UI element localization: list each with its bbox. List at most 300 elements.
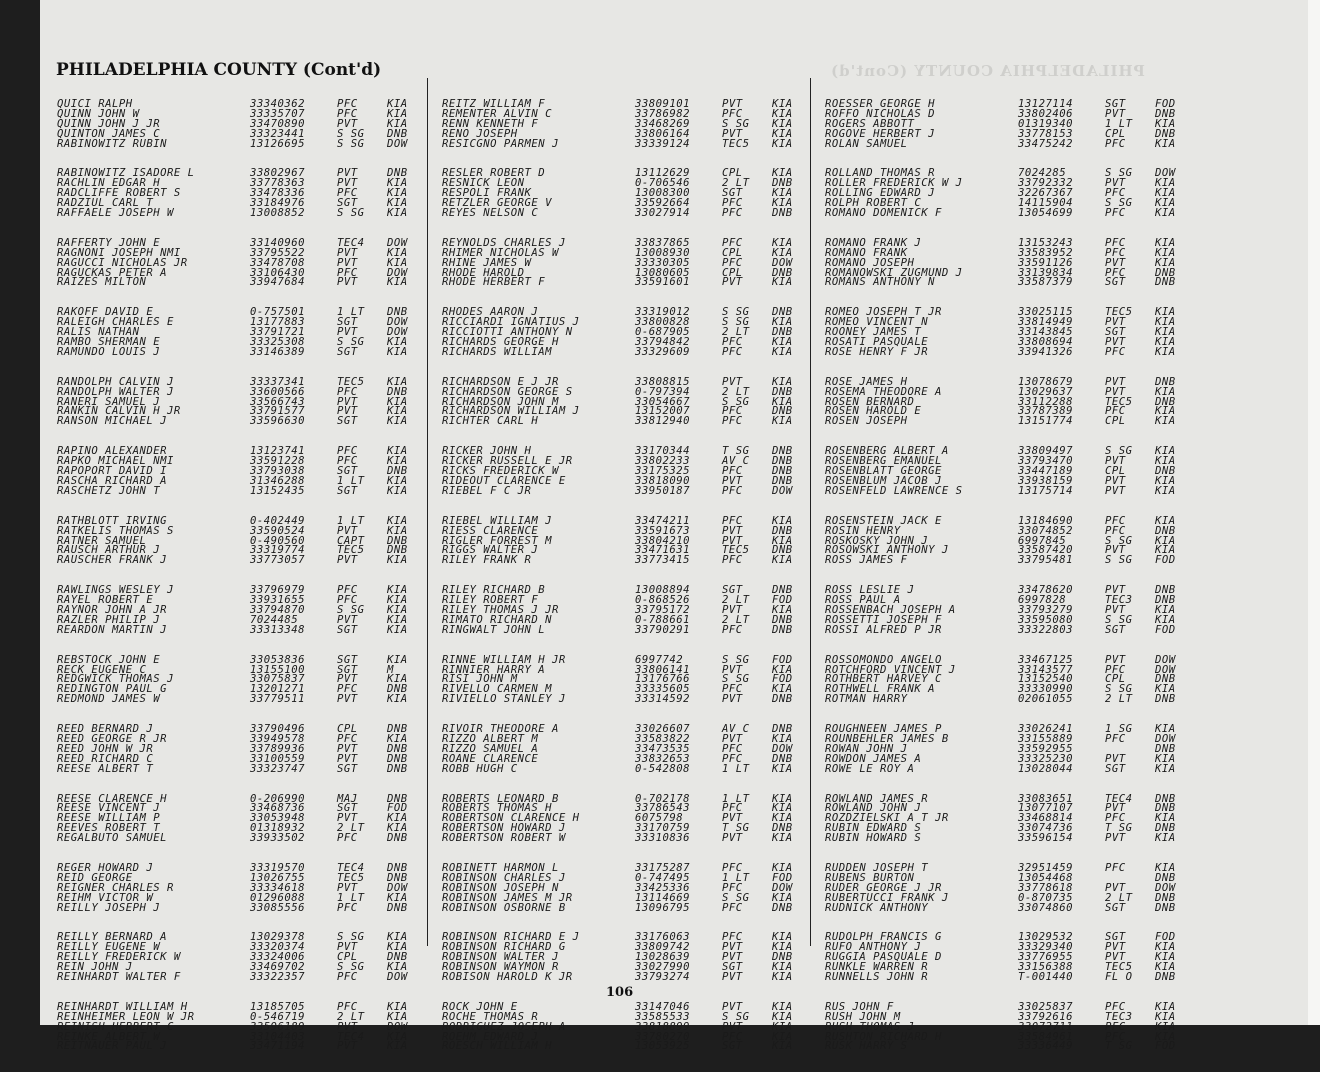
serial-number: 0-747495 xyxy=(635,871,691,884)
status: KIA xyxy=(772,534,793,547)
status: KIA xyxy=(1155,246,1176,259)
soldier-name: ROLLING EDWARD J xyxy=(825,187,936,200)
serial-number: 33478336 xyxy=(250,187,306,200)
rank: PFC xyxy=(337,455,358,468)
status: KIA xyxy=(1155,951,1176,964)
rank: PVT xyxy=(1105,951,1126,964)
rank: CPL xyxy=(1105,673,1126,686)
rank: PVT xyxy=(337,256,358,269)
status: FOD xyxy=(772,673,793,686)
serial-number: 33787389 xyxy=(1018,405,1074,418)
status: DNB xyxy=(772,385,793,398)
status: KIA xyxy=(772,415,793,428)
status: DNB xyxy=(772,623,793,636)
rank: PFC xyxy=(722,207,743,220)
status: KIA xyxy=(772,1000,793,1013)
soldier-name: RUBENS BURTON xyxy=(825,871,915,884)
serial-number: 33591228 xyxy=(250,455,306,468)
rank: PFC xyxy=(1105,1020,1126,1033)
soldier-name: RILEY ROBERT F xyxy=(442,594,539,607)
serial-number: 33596189 xyxy=(250,1020,306,1033)
soldier-name: RINGWALT JOHN L xyxy=(442,623,546,636)
serial-number: 13096795 xyxy=(635,901,691,914)
status: DNB xyxy=(1155,891,1176,904)
rank: PVT xyxy=(722,276,743,289)
rank: PVT xyxy=(722,951,743,964)
rank: PVT xyxy=(1105,256,1126,269)
serial-number: 33112288 xyxy=(1018,395,1074,408)
rank: SGT xyxy=(337,415,358,428)
soldier-name: RHODES AARON J xyxy=(442,306,539,319)
soldier-name: RANERI SAMUEL J xyxy=(57,395,161,408)
rank: PVT xyxy=(337,1020,358,1033)
status: DOW xyxy=(387,326,408,339)
status: KIA xyxy=(772,1030,793,1043)
status: KIA xyxy=(772,812,793,825)
soldier-name: RAWLINGS WESLEY J xyxy=(57,584,174,597)
soldier-name: ROMANO FRANK J xyxy=(825,236,922,249)
rank: CPL xyxy=(337,951,358,964)
serial-number: 33802233 xyxy=(635,455,691,468)
rank: CPL xyxy=(337,723,358,736)
status: DOW xyxy=(387,971,408,983)
status: KIA xyxy=(1155,683,1176,696)
serial-number: 33600566 xyxy=(250,385,306,398)
status: KIA xyxy=(387,276,408,289)
status: KIA xyxy=(772,514,793,527)
status: KIA xyxy=(772,861,793,874)
soldier-name: ROWLAND JAMES R xyxy=(825,792,929,805)
soldier-name: RIEBEL WILLIAM J xyxy=(442,514,553,527)
status: DNB xyxy=(772,524,793,537)
serial-number: 13176766 xyxy=(635,673,691,686)
status: KIA xyxy=(772,732,793,745)
soldier-name: ROTHBERT HARVEY C xyxy=(825,673,942,686)
rank: PVT xyxy=(722,663,743,676)
status: DOW xyxy=(1155,732,1176,745)
rank: PFC xyxy=(722,514,743,527)
status: KIA xyxy=(387,345,408,358)
serial-number: 33469702 xyxy=(250,961,306,974)
serial-number: 33596154 xyxy=(1018,832,1074,845)
soldier-name: ROMEO VINCENT N xyxy=(825,316,929,329)
soldier-name: ROSOWSKI ANTHONY J xyxy=(825,544,949,557)
serial-number: 13175714 xyxy=(1018,484,1074,497)
soldier-name: ROBINSON RICHARD G xyxy=(442,941,566,954)
status: KIA xyxy=(772,137,793,150)
status: KIA xyxy=(772,236,793,249)
status: DNB xyxy=(772,207,793,220)
soldier-name: ROMANOWSKI ZUGMUND J xyxy=(825,266,963,279)
soldier-name: RABINOWITZ RUBIN xyxy=(57,137,168,150)
soldier-name: RAZLER PHILIP J xyxy=(57,613,161,626)
rank: 2 LT xyxy=(722,326,750,339)
serial-number: 33027914 xyxy=(635,207,691,220)
rank: 1 LT xyxy=(337,514,365,527)
rank: PFC xyxy=(337,832,358,845)
rank: PVT xyxy=(722,127,743,140)
status: KIA xyxy=(387,514,408,527)
status: KIA xyxy=(1155,961,1176,974)
status: KIA xyxy=(772,683,793,696)
soldier-name: ROTCHFORD VINCENT J xyxy=(825,663,956,676)
rank: SGT xyxy=(337,623,358,636)
soldier-name: ROBINSON OSBORNE B xyxy=(442,901,566,914)
rank: PVT xyxy=(722,693,743,706)
soldier-name: ROBERTSON CLARENCE H xyxy=(442,812,580,825)
rank: SGT xyxy=(337,197,358,210)
rank: 1 LT xyxy=(337,306,365,319)
soldier-name: RASCHETZ JOHN T xyxy=(57,484,161,497)
serial-number: 13078679 xyxy=(1018,375,1074,388)
soldier-name: ROLLAND THOMAS R xyxy=(825,167,936,180)
serial-number: 13008894 xyxy=(635,584,691,597)
soldier-name: RIMATO RICHARD N xyxy=(442,613,553,626)
rank: PFC xyxy=(337,445,358,458)
rank: S SG xyxy=(1105,534,1133,547)
soldier-name: RAPOPORT DAVID I xyxy=(57,465,168,478)
serial-number: 33802967 xyxy=(250,167,306,180)
serial-number: 33566743 xyxy=(250,395,306,408)
serial-number: 33425336 xyxy=(635,881,691,894)
serial-number: 33319570 xyxy=(250,861,306,874)
serial-number: 13054468 xyxy=(1018,871,1074,884)
rank: PVT xyxy=(337,1040,358,1053)
serial-number: 0-206990 xyxy=(250,792,306,805)
soldier-name: RIDEOUT CLARENCE E xyxy=(442,474,566,487)
serial-number: 13026755 xyxy=(250,871,306,884)
rank: PVT xyxy=(722,524,743,537)
rank: SGT xyxy=(337,316,358,329)
serial-number: 33808815 xyxy=(635,375,691,388)
serial-number: 33025837 xyxy=(1018,1000,1074,1013)
status: KIA xyxy=(772,762,793,775)
serial-number: 33478708 xyxy=(250,256,306,269)
soldier-name: RATHBLOTT IRVING xyxy=(57,514,168,527)
soldier-name: ROLPH ROBERT C xyxy=(825,197,922,210)
status: FOD xyxy=(387,802,408,815)
rank: 2 LT xyxy=(722,385,750,398)
serial-number: 33590524 xyxy=(250,524,306,537)
rank: S SG xyxy=(337,961,365,974)
status: KIA xyxy=(387,812,408,825)
serial-number: 33931655 xyxy=(250,594,306,607)
serial-number: 33025115 xyxy=(1018,306,1074,319)
serial-number: 33083651 xyxy=(1018,792,1074,805)
serial-number: 33780270 xyxy=(635,1030,691,1043)
status: DNB xyxy=(387,752,408,765)
status: KIA xyxy=(387,375,408,388)
soldier-name: RHINE JAMES W xyxy=(442,256,532,269)
status: KIA xyxy=(1155,117,1176,130)
rank: SGT xyxy=(1105,762,1126,775)
status: KIA xyxy=(1155,613,1176,626)
serial-number: 33140960 xyxy=(250,236,306,249)
rank: S SG xyxy=(337,207,365,220)
rank: PVT xyxy=(337,941,358,954)
soldier-name: QUINN JOHN W xyxy=(57,107,140,120)
soldier-name: RANSON MICHAEL J xyxy=(57,415,168,428)
rank: PFC xyxy=(1105,1000,1126,1013)
soldier-name: RUDER GEORGE J JR xyxy=(825,881,942,894)
soldier-name: ROWAN JOHN J xyxy=(825,742,908,755)
serial-number: 01296088 xyxy=(250,891,306,904)
rank: PFC xyxy=(1105,663,1126,676)
status: DOW xyxy=(1155,167,1176,180)
rank: S SG xyxy=(337,127,365,140)
rank: PFC xyxy=(722,802,743,815)
soldier-name: RAUSCHER FRANK J xyxy=(57,554,168,567)
soldier-name: RICHARDS WILLIAM xyxy=(442,345,553,358)
serial-number: 33789936 xyxy=(250,742,306,755)
rank: PFC xyxy=(337,732,358,745)
status: KIA xyxy=(1155,812,1176,825)
rank: PFC xyxy=(722,1030,743,1043)
rank: PVT xyxy=(722,1000,743,1013)
status: KIA xyxy=(772,941,793,954)
rank: S SG xyxy=(722,117,750,130)
rank: TEC3 xyxy=(1105,1010,1133,1023)
status: DOW xyxy=(387,881,408,894)
soldier-name: ROLAN SAMUEL xyxy=(825,137,908,150)
soldier-name: ROSEN BERNARD xyxy=(825,395,915,408)
rank: PFC xyxy=(722,236,743,249)
serial-number: 33319774 xyxy=(250,544,306,557)
status: KIA xyxy=(1155,256,1176,269)
soldier-name: ROBERTSON ROBERT W xyxy=(442,832,566,845)
soldier-name: RHIMER NICHOLAS W xyxy=(442,246,559,259)
serial-number: 33319012 xyxy=(635,306,691,319)
status: KIA xyxy=(387,931,408,944)
serial-number: 33147046 xyxy=(635,1000,691,1013)
rank: PVT xyxy=(337,881,358,894)
status: DNB xyxy=(387,871,408,884)
status: KIA xyxy=(1155,336,1176,349)
soldier-name: RILEY RICHARD B xyxy=(442,584,546,597)
serial-number: 32267367 xyxy=(1018,187,1074,200)
serial-number: 33074852 xyxy=(1018,524,1074,537)
serial-number: 13029532 xyxy=(1018,931,1074,944)
soldier-name: RUSHTON RICHARD H xyxy=(825,1030,942,1043)
rank: 2 LT xyxy=(337,822,365,835)
rank: PVT xyxy=(337,673,358,686)
rank: SGT xyxy=(1105,276,1126,289)
rank: FL O xyxy=(1105,971,1133,983)
rank: S SG xyxy=(722,306,750,319)
status: DNB xyxy=(387,544,408,557)
soldier-name: ROSENBERG EMANUEL xyxy=(825,455,942,468)
serial-number: 33790291 xyxy=(635,623,691,636)
column-divider xyxy=(427,78,428,946)
rank: PVT xyxy=(337,177,358,190)
soldier-name: RASCHA RICHARD A xyxy=(57,474,168,487)
status: DOW xyxy=(387,266,408,279)
serial-number: 33804210 xyxy=(635,534,691,547)
rank: 1 LT xyxy=(722,762,750,775)
serial-number: 33313348 xyxy=(250,623,306,636)
status: DOW xyxy=(772,742,793,755)
soldier-name: REGER HOWARD J xyxy=(57,861,154,874)
serial-number: 6997828 xyxy=(1018,594,1067,607)
status: KIA xyxy=(1155,415,1176,428)
serial-number: 33027990 xyxy=(635,961,691,974)
soldier-name: ROBINSON JOSEPH N xyxy=(442,881,559,894)
soldier-name: RAGNONI JOSEPH NMI xyxy=(57,246,181,259)
soldier-name: RIVELLO CARMEN M xyxy=(442,683,553,696)
status: KIA xyxy=(387,395,408,408)
rank: PVT xyxy=(1105,603,1126,616)
soldier-name: REILLY FREDERICK W xyxy=(57,951,181,964)
soldier-name: REILLY BERNARD A xyxy=(57,931,168,944)
rank: PFC xyxy=(1105,137,1126,150)
rank: PVT xyxy=(1105,802,1126,815)
serial-number: 13008300 xyxy=(635,187,691,200)
serial-number: 33474211 xyxy=(635,514,691,527)
rank: PFC xyxy=(337,594,358,607)
soldier-name: ROSENBLATT GEORGE xyxy=(825,465,942,478)
soldier-name: ROCK JOHN E xyxy=(442,1000,518,1013)
rank: PFC xyxy=(337,1000,358,1013)
rank: PFC xyxy=(722,683,743,696)
status: DNB xyxy=(772,465,793,478)
status: KIA xyxy=(1155,484,1176,497)
serial-number: 33806164 xyxy=(635,127,691,140)
serial-number: 33085556 xyxy=(250,901,306,914)
status: KIA xyxy=(1155,941,1176,954)
status: FOD xyxy=(772,594,793,607)
page-number: 106 xyxy=(606,985,634,1000)
status: KIA xyxy=(1155,455,1176,468)
status: KIA xyxy=(387,187,408,200)
soldier-name: RINNE WILLIAM H JR xyxy=(442,653,566,666)
soldier-name: RICCIOTTI ANTHONY N xyxy=(442,326,573,339)
serial-number: 33587379 xyxy=(1018,276,1074,289)
rank: T SG xyxy=(722,822,750,835)
serial-number: 33026607 xyxy=(635,723,691,736)
status: DNB xyxy=(1155,584,1176,597)
soldier-name: RADZIUL CARL T xyxy=(57,197,154,210)
rank: SGT xyxy=(722,961,743,974)
serial-number: 33592955 xyxy=(1018,742,1074,755)
soldier-name: RANDOLPH WALTER J xyxy=(57,385,174,398)
serial-number: 13080605 xyxy=(635,266,691,279)
serial-number: 33323747 xyxy=(250,762,306,775)
status: KIA xyxy=(772,117,793,130)
serial-number: 33938159 xyxy=(1018,474,1074,487)
soldier-name: RABINOWITZ ISADORE L xyxy=(57,167,195,180)
status: KIA xyxy=(387,98,408,110)
rank: PFC xyxy=(337,98,358,110)
rank: S SG xyxy=(722,673,750,686)
serial-number: 13029378 xyxy=(250,931,306,944)
serial-number: 33776955 xyxy=(1018,951,1074,964)
status: KIA xyxy=(1155,832,1176,845)
rank: S SG xyxy=(337,137,365,150)
rank: 2 LT xyxy=(337,1010,365,1023)
soldier-name: RHODE HERBERT F xyxy=(442,276,546,289)
status: DNB xyxy=(1155,802,1176,815)
soldier-name: RICCIARDI IGNATIUS J xyxy=(442,316,580,329)
soldier-name: REESE WILLIAM P xyxy=(57,812,161,825)
serial-number: 33156388 xyxy=(1018,961,1074,974)
rank: SGT xyxy=(337,762,358,775)
status: DNB xyxy=(772,613,793,626)
rank: S SG xyxy=(1105,683,1133,696)
status: KIA xyxy=(772,187,793,200)
status: DNB xyxy=(387,723,408,736)
rank: PVT xyxy=(337,395,358,408)
soldier-name: REILLY JOSEPH J xyxy=(57,901,161,914)
rank: SGT xyxy=(722,1040,743,1053)
status: KIA xyxy=(772,375,793,388)
status: KIA xyxy=(387,207,408,220)
rank: PVT xyxy=(1105,544,1126,557)
serial-number: 33773057 xyxy=(250,554,306,567)
soldier-name: RICKS FREDERICK W xyxy=(442,465,559,478)
soldier-name: RAMUNDO LOUIS J xyxy=(57,345,161,358)
serial-number: 33792616 xyxy=(1018,1010,1074,1023)
serial-number: 33322357 xyxy=(250,971,306,983)
rank: TEC5 xyxy=(337,544,365,557)
status: KIA xyxy=(387,256,408,269)
status: KIA xyxy=(387,623,408,636)
serial-number: 0-490560 xyxy=(250,534,306,547)
status: DOW xyxy=(387,316,408,329)
soldier-name: REINISH HERBERT C xyxy=(57,1020,174,1033)
status: DOW xyxy=(1155,663,1176,676)
soldier-name: ROBINSON WALTER J xyxy=(442,951,559,964)
status: KIA xyxy=(387,891,408,904)
serial-number: 13152007 xyxy=(635,405,691,418)
rank: PVT xyxy=(722,971,743,983)
serial-number: 13126695 xyxy=(250,137,306,150)
soldier-name: ROBINSON CHARLES J xyxy=(442,871,566,884)
status: DNB xyxy=(1155,901,1176,914)
soldier-name: ROGERS ABBOTT xyxy=(825,117,915,130)
serial-number: 33790496 xyxy=(250,723,306,736)
soldier-name: RUBIN EDWARD S xyxy=(825,822,922,835)
soldier-name: RISI JOHN M xyxy=(442,673,518,686)
soldier-name: REED RICHARD C xyxy=(57,752,154,765)
serial-number: 33795522 xyxy=(250,246,306,259)
serial-number: 33320374 xyxy=(250,941,306,954)
rank: PFC xyxy=(722,484,743,497)
soldier-name: RATNER SAMUEL xyxy=(57,534,147,547)
soldier-name: ROBINSON WAYMON R xyxy=(442,961,559,974)
status: DNB xyxy=(1155,395,1176,408)
rank: TEC5 xyxy=(337,375,365,388)
serial-number: 14115904 xyxy=(1018,197,1074,210)
serial-number: 33832653 xyxy=(635,752,691,765)
serial-number: 33323441 xyxy=(250,127,306,140)
soldier-name: RENN KENNETH F xyxy=(442,117,539,130)
soldier-name: RUDNICK ANTHONY xyxy=(825,901,929,914)
rank: PVT xyxy=(1105,107,1126,120)
status: KIA xyxy=(1155,723,1176,736)
serial-number: 33809497 xyxy=(1018,445,1074,458)
status: DNB xyxy=(1155,693,1176,706)
serial-number: 33796979 xyxy=(250,584,306,597)
status: KIA xyxy=(772,961,793,974)
soldier-name: RECK EUGENE C xyxy=(57,663,147,676)
serial-number: T-001440 xyxy=(1018,971,1074,983)
serial-number: 33806141 xyxy=(635,663,691,676)
rank: SGT xyxy=(337,345,358,358)
rank: 2 LT xyxy=(1105,693,1133,706)
rank: SGT xyxy=(1105,623,1126,636)
status: KIA xyxy=(772,395,793,408)
serial-number: 33329340 xyxy=(1018,941,1074,954)
